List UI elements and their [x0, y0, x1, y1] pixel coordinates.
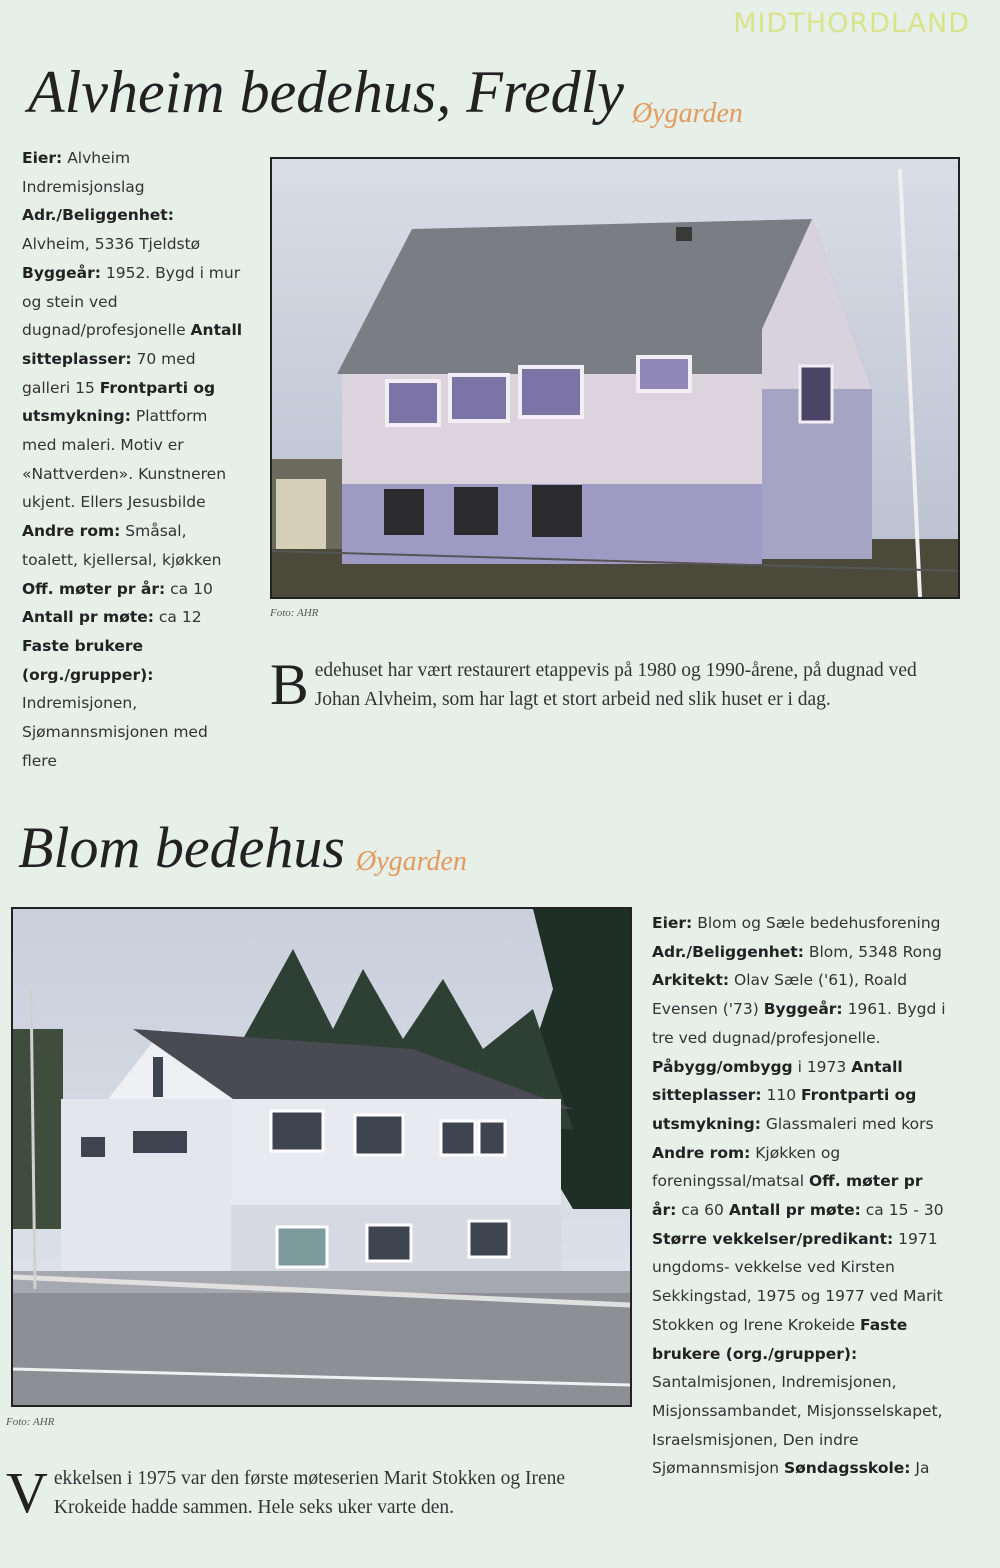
fact-value: 70 med galleri 15 [22, 349, 196, 397]
fact-label: Andre rom: [22, 522, 121, 541]
fact-label: Antall pr møte: [728, 1201, 861, 1220]
fact-label: Byggeår: [22, 263, 101, 282]
fact-value: Alvheim, 5336 Tjeldstø [22, 235, 201, 254]
fact-value: 1952. Bygd i mur og stein ved dugnad/profesjonelle [22, 263, 241, 340]
fact-label: Faste brukere (org./grupper): [22, 636, 154, 684]
article1-facts [22, 144, 244, 775]
fact-value: Kjøkken og foreningssal/matsal [652, 1143, 841, 1191]
article2-photo [11, 907, 632, 1407]
fact-value: Indremisjonen, Sjømannsmisjonen med flere [22, 694, 208, 770]
article2-title: Blom bedehus [18, 815, 345, 880]
fact-label: Andre rom: [652, 1143, 751, 1162]
article2-body [6, 1460, 616, 1525]
alvheim-house-image [272, 159, 958, 597]
article1-photo-caption: Foto: AHR [270, 607, 319, 619]
fact-label: Adr./Beliggenhet: [652, 942, 804, 961]
fact-value: Alvheim Indremisjonslag [22, 149, 145, 196]
article2-dropcap: V [6, 1460, 48, 1525]
blom-house-image [13, 909, 630, 1405]
fact-label: Større vekkelser/predikant: [652, 1229, 894, 1248]
fact-label: Påbygg/ombygg [652, 1057, 793, 1076]
fact-value: 110 [761, 1086, 801, 1105]
fact-label: Søndagsskole: [783, 1459, 911, 1478]
article1-title: Alvheim bedehus, Fredly [28, 59, 624, 125]
fact-value: Ja [910, 1459, 930, 1478]
article1-body-text: edehuset har vært restaurert etappevis på 1980 og 1990-årene, på dugnad ved Johan Alvheim, som har lagt et stort arbeid ned slik huset er i dag. [314, 660, 917, 710]
fact-label: Off. møter pr år: [22, 579, 166, 598]
fact-label: Antall pr møte: [22, 608, 154, 627]
fact-value: ca 10 [165, 579, 213, 598]
fact-value: Santalmisjonen, Indremisjonen, Misjonssambandet, Misjonsselskapet, Israelsmisjonen, Den indre Sjømannsmisjon [652, 1373, 943, 1478]
fact-label: Arkitekt: [652, 971, 730, 990]
article2-photo-caption: Foto: AHR [6, 1416, 55, 1428]
fact-label: Adr./Beliggenhet: [22, 206, 174, 225]
fact-label: Eier: [652, 914, 693, 932]
fact-value: Glassmaleri med kors [760, 1114, 934, 1133]
fact-value: Blom og Sæle bedehusforening [692, 914, 941, 932]
fact-value: ca 12 [153, 608, 202, 627]
article1-location: Øygarden [632, 98, 743, 129]
fact-value: ca 60 [676, 1201, 729, 1220]
fact-value: Småsal, toalett, kjellersal, kjøkken [22, 522, 222, 569]
region-tag: MIDTHORDLAND [733, 8, 970, 39]
fact-label: Byggeår: [763, 1000, 843, 1019]
fact-value: 1961. Bygd i tre ved dugnad/profesjonelle. [652, 1000, 946, 1047]
fact-value: Blom, 5348 Rong [803, 942, 942, 961]
article2-location: Øygarden [356, 846, 467, 877]
article2-facts [652, 909, 952, 1483]
fact-label: Faste brukere (org./grupper): [652, 1315, 908, 1363]
fact-label: Frontparti og utsmykning: [22, 378, 216, 426]
article1-photo [270, 157, 960, 599]
fact-label: Antall sitteplasser: [22, 321, 243, 368]
fact-value: i 1973 [792, 1057, 852, 1076]
article1-body [270, 652, 930, 717]
fact-value: 1971 ungdoms- vekkelse ved Kirsten Sekkingstad, 1975 og 1977 ved Marit Stokken og Irene Krokeide [652, 1229, 943, 1334]
fact-label: Antall sitteplasser: [652, 1057, 903, 1105]
article2-body-text: ekkelsen i 1975 var den første møteserien Marit Stokken og Irene Krokeide hadde sammen. Hele seks uker varte den. [53, 1468, 566, 1518]
fact-value: Plattform med maleri. Motiv er «Nattverden». Kunstneren ukjent. Ellers Jesusbilde [22, 407, 227, 512]
fact-value: ca 15 - 30 [860, 1201, 944, 1220]
fact-label: Eier: [22, 149, 63, 167]
fact-label: Off. møter pr år: [652, 1172, 923, 1220]
fact-value: Olav Sæle ('61), Roald Evensen ('73) [652, 971, 908, 1019]
fact-label: Frontparti og utsmykning: [652, 1086, 917, 1133]
article1-dropcap: B [270, 652, 309, 717]
